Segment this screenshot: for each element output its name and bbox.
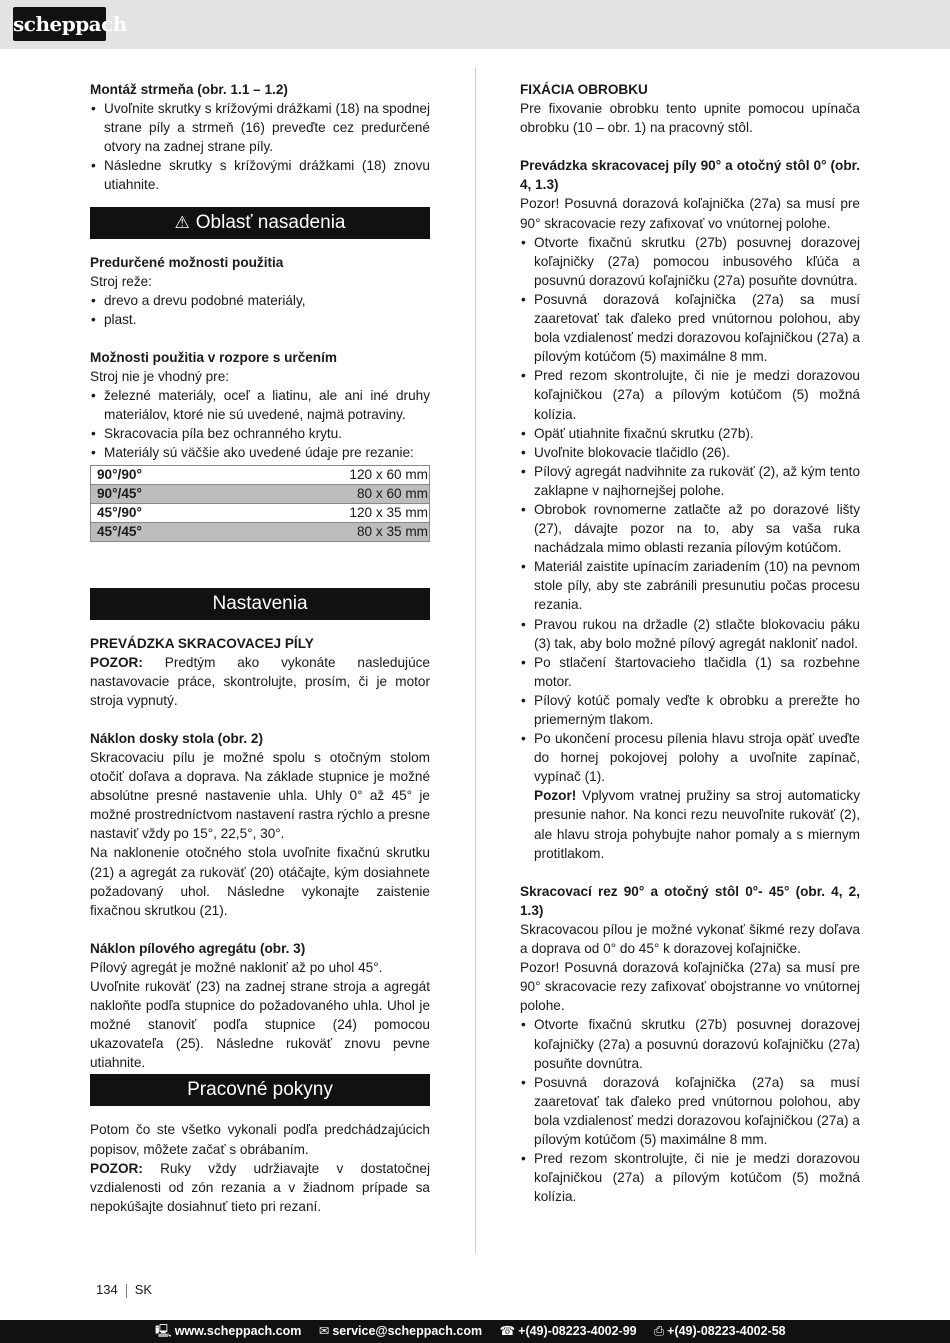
- operation-caution: [90, 653, 430, 710]
- list-item: • Posuvná dorazová koľajnička (27a) sa musí zaaretovať tak ďaleko pred vnútornou polohou, aby bola vzdialenosť medzi dorazovou koľajničkou (27a) a pílovým kotúčom (5) maximálne 8 mm.: [520, 1073, 860, 1149]
- intended-use-list: [90, 291, 430, 329]
- work-caution: [90, 1159, 430, 1216]
- list-item: • Posuvná dorazová koľajnička (27a) sa musí zaaretovať tak ďaleko pred vnútornou polohou, aby bola vzdialenosť medzi dorazovou koľajničkou (27a) a pílovým kotúčom (5) maximálne 8 mm.: [520, 290, 860, 366]
- fixation-heading: FIXÁCIA OBROBKU: [520, 82, 648, 97]
- right-column: [520, 80, 860, 1206]
- table-row: [91, 522, 430, 541]
- miter-cut-paragraph: Skracovacou pílou je možné vykonať šikmé rezy doľava a doprava od 0° do 45° k dorazovej koľajničke.: [520, 921, 860, 957]
- table-cell-size: 120 x 35 mm: [219, 503, 430, 522]
- caution-label: POZOR:: [90, 1160, 143, 1176]
- list-item: • drevo a drevu podobné materiály,: [90, 291, 430, 310]
- list-item: • Materiál zaistite upínacím zariadením (10) na pevnom stole píly, aby ste zabránili presunutiu počas procesu rezania.: [520, 557, 860, 614]
- warning-triangle-icon: ⚠: [174, 212, 190, 232]
- miter-cut-list: [520, 1015, 860, 1206]
- table-cell-angle: 90°/45°: [91, 484, 219, 503]
- caution-text: Vplyvom vratnej pružiny sa stroj automaticky presunie nahor. Na konci rezu neuvoľnite rukoväť (2), ale hlavu stroja pohybujte nahor pomaly a s miernym protitlakom.: [534, 788, 860, 861]
- caution-text: Ruky vždy udržiavajte v dostatočnej vzdialenosti od zón rezania a v žiadnom prípade sa nepokúšajte dosiahnuť tieto pri rezaní.: [90, 1160, 430, 1214]
- list-item: • Pred rezom skontrolujte, či nie je medzi dorazovou koľajničkou (27a) a pílovým kotúčom (5) možná kolízia.: [520, 1149, 860, 1206]
- list-item: • Otvorte fixačnú skrutku (27b) posuvnej dorazovej koľajničky (27a) a posuvnú dorazovú koľajničku (27a) posuňte dovnútra.: [520, 1015, 860, 1072]
- caution-label: Pozor!: [534, 788, 577, 804]
- footer-fax: +(49)-08223-4002-58: [667, 1324, 786, 1338]
- settings-banner-title: Nastavenia: [212, 592, 308, 614]
- list-item: • Pred rezom skontrolujte, či nie je medzi dorazovou koľajničkou (27a) a pílovým kotúčom (5) možná kolízia.: [520, 366, 860, 423]
- page-number-divider: [126, 1284, 127, 1298]
- list-item: • Obrobok rovnomerne zatlačte až po dorazové lišty (27), dávajte pozor na to, aby sa vaša ruka nachádzala mimo oblasti rezania pílovým kotúčom.: [520, 500, 860, 557]
- list-item: • Opäť utiahnite fixačnú skrutku (27b).: [520, 424, 860, 443]
- footer-website[interactable]: www.scheppach.com: [174, 1324, 302, 1338]
- list-item: • Skracovacia píla bez ochranného krytu.: [90, 424, 430, 443]
- list-item: • Uvoľnite blokovacie tlačidlo (26).: [520, 443, 860, 462]
- list-item: • plast.: [90, 310, 430, 329]
- table-tilt-paragraph: Skracovaciu pílu je možné spolu s otočným stolom otočiť doľava a doprava. Na základe stupnice je možné absolútne presné nastavenie uhla. Uhly 0° až 45° je možné prostredníctvom nastavení rastra rýchlo a presne nastaviť vždy po 15°, 22,5°, 30°.: [90, 749, 431, 842]
- email-icon: ✉: [318, 1324, 330, 1338]
- column-divider: [475, 68, 476, 1253]
- left-column: [90, 80, 430, 1216]
- list-item: • Otvorte fixačnú skrutku (27b) posuvnej dorazovej koľajničky (27a) pomocou inbusového kľúča a posuvnú dorazovú koľajničku (27a) posuňte dovnútra.: [520, 233, 860, 290]
- misuse-list: [90, 386, 430, 462]
- miter-cut-heading: Skracovací rez 90° a otočný stôl 0°- 45° (obr. 4, 2, 1.3): [520, 883, 860, 918]
- saw-tilt-heading: Náklon pílového agregátu (obr. 3): [90, 940, 306, 956]
- list-item: • Pílový kotúč pomaly veďte k obrobku a prerežte ho priemerným tlakom.: [520, 691, 860, 729]
- work-banner-title: Pracovné pokyny: [187, 1079, 333, 1101]
- table-cell-angle: 90°/90°: [91, 465, 219, 484]
- cutting-capacity-table: [90, 465, 430, 542]
- saw-tilt-paragraph: Pílový agregát je možné nakloniť až po uhol 45°.: [90, 959, 383, 975]
- operation-heading: PREVÁDZKA SKRACOVACEJ PÍLY: [90, 635, 314, 651]
- list-item: • Po stlačení štartovacieho tlačidla (1) sa rozbehne motor.: [520, 653, 860, 691]
- misuse-heading: Možnosti použitia v rozpore s určením: [90, 349, 337, 365]
- table-cell-size: 80 x 60 mm: [219, 484, 430, 503]
- operation-90-caution: [520, 786, 860, 862]
- operation-90-paragraph: Pozor! Posuvná dorazová koľajnička (27a) sa musí pre 90° skracovacie rezy zafixovať vo vnútornej polohe.: [520, 196, 860, 231]
- intended-use-heading: Predurčené možnosti použitia: [90, 254, 284, 270]
- usage-banner-title: Oblasť nasadenia: [195, 211, 346, 233]
- list-item: • Uvoľnite skrutky s krížovými drážkami (18) na spodnej strane píly a strmeň (16) preveďte cez predurčené otvory na zadnej strane píly.: [90, 99, 430, 156]
- header-bar: [0, 0, 950, 49]
- operation-90-list: [520, 233, 860, 787]
- page-number: [96, 1280, 152, 1299]
- list-item: • Po ukončení procesu pílenia hlavu stroja opäť uveďte do hornej pokojovej polohy a uvoľnite zapínač, vypínač (1).: [520, 729, 860, 786]
- saw-tilt-paragraph: Uvoľnite rukoväť (23) na zadnej strane stroja a agregát nakloňte podľa stupnice do požadovaného uhla. Uhol je možné stanoviť podľa stupnice (24) pomocou ukazovateľa (25). Následne rukoväť znovu pevne utiahnite.: [90, 979, 430, 1071]
- language-code: SK: [134, 1282, 153, 1297]
- list-item: • Pílový agregát nadvihnite za rukoväť (2), až kým tento zaklapne v najhornejšej polohe.: [520, 462, 860, 500]
- settings-banner: [90, 588, 430, 620]
- list-item: • železné materiály, oceľ a liatinu, ale ani iné druhy materiálov, ktoré nie sú uvedené, najmä potraviny.: [90, 386, 430, 424]
- table-tilt-heading: Náklon dosky stola (obr. 2): [90, 730, 263, 746]
- miter-cut-paragraph: Pozor! Posuvná dorazová koľajnička (27a) sa musí pre 90° skracovacie rezy zafixovať obojstranne vo vnútornej polohe.: [520, 960, 860, 1014]
- work-paragraph: Potom čo ste všetko vykonali podľa predchádzajúcich popisov, môžete začať s obrábaním.: [90, 1122, 430, 1157]
- list-item: • Materiály sú väčšie ako uvedené údaje pre rezanie:: [90, 443, 430, 462]
- table-row: [91, 503, 430, 522]
- page-number-value: 134: [96, 1282, 118, 1297]
- caution-text: Predtým ako vykonáte nasledujúce nastavovacie práce, skontrolujte, prosím, či je motor stroja vypnutý.: [90, 654, 430, 708]
- table-row: [91, 465, 430, 484]
- table-tilt-paragraph: Na naklonenie otočného stola uvoľnite fixačnú skrutku (21) a agregát za rukoväť (20) otáčajte, kým dosiahnete požadovaný uhol. Následne vykonajte zaistenie fixačnou skrutkou (21).: [90, 845, 430, 918]
- work-banner: [90, 1074, 430, 1106]
- table-row: [91, 484, 430, 503]
- list-item: • Pravou rukou na držadle (2) stlačte blokovaciu páku (3) tak, aby bolo možné pílový agregát nakloniť nadol.: [520, 615, 860, 653]
- mount-list: [90, 99, 430, 194]
- footer-phone: +(49)-08223-4002-99: [518, 1324, 637, 1338]
- usage-banner: [90, 207, 430, 239]
- footer-email[interactable]: service@scheppach.com: [332, 1324, 483, 1338]
- caution-label: POZOR:: [90, 654, 143, 670]
- fax-icon: ⎙: [654, 1324, 665, 1338]
- scheppach-logo: scheppach: [13, 7, 106, 41]
- misuse-intro: Stroj nie je vhodný pre:: [90, 369, 230, 385]
- table-cell-size: 80 x 35 mm: [219, 522, 430, 541]
- computer-icon: 🖳: [155, 1324, 172, 1338]
- footer-bar: [0, 1320, 950, 1343]
- table-cell-angle: 45°/90°: [91, 503, 219, 522]
- intended-use-intro: Stroj reže:: [90, 273, 152, 289]
- table-cell-angle: 45°/45°: [91, 522, 219, 541]
- mount-heading: Montáž strmeňa (obr. 1.1 – 1.2): [90, 82, 288, 97]
- fixation-paragraph: Pre fixovanie obrobku tento upnite pomocou upínača obrobku (10 – obr. 1) na pracovný stôl.: [520, 101, 860, 136]
- phone-icon: ☎: [499, 1324, 516, 1338]
- table-cell-size: 120 x 60 mm: [219, 465, 430, 484]
- operation-90-heading: Prevádzka skracovacej píly 90° a otočný stôl 0° (obr. 4, 1.3): [520, 158, 860, 193]
- list-item: • Následne skrutky s krížovými drážkami (18) znovu utiahnite.: [90, 156, 430, 194]
